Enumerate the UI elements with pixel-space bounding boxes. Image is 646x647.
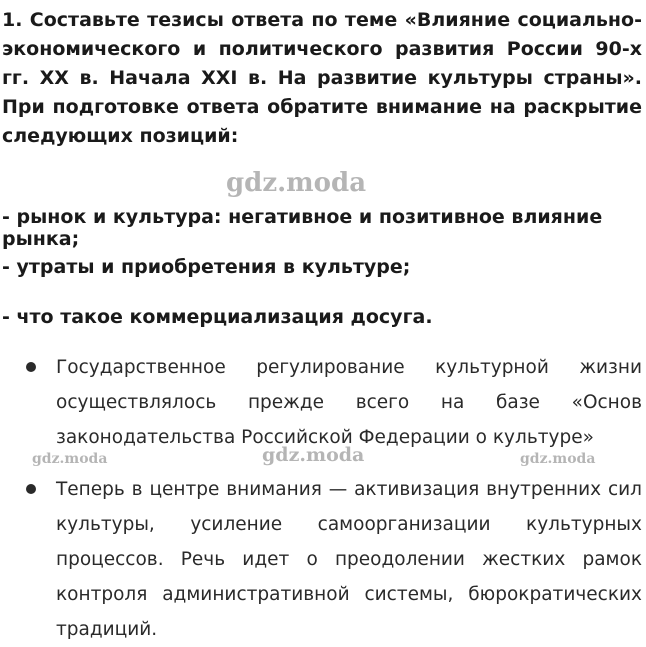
list-item <box>26 350 642 455</box>
task-position-commercialization: - что такое коммерциализация досуга. <box>2 306 433 328</box>
bullet-dot-icon <box>26 362 36 372</box>
watermark-main: gdz.moda <box>226 168 367 198</box>
answer-text: Государственное регулирование культурной жизни осуществлялось прежде всего на базе «Основ законодательства Российской Федерации о культуре» <box>56 357 642 448</box>
task-position-losses: - утраты и приобретения в культуре; <box>2 256 411 278</box>
watermark-middle: gdz.moda <box>262 444 365 466</box>
watermark-right: gdz.moda <box>520 451 596 467</box>
watermark-left: gdz.moda <box>32 451 108 467</box>
task-text: 1. Составьте тезисы ответа по теме «Влияние социально-экономического и политического развития России 90-х гг. XX в. Начала XXI в. На развитие культуры страны». При подготовке ответа обратите внимание на раскрытие следующих позиций: <box>2 9 642 147</box>
list-item <box>26 472 642 647</box>
task-position-market: - рынок и культура: негативное и позитивное влияние рынка; <box>2 206 603 250</box>
answer-text: Теперь в центре внимания — активизация внутренних сил культуры, усиление самоорганизации культурных процессов. Речь идет о преодолении жестких рамок контроля административной системы, бюрократических традиций. <box>56 479 642 640</box>
bullet-dot-icon <box>26 484 36 494</box>
